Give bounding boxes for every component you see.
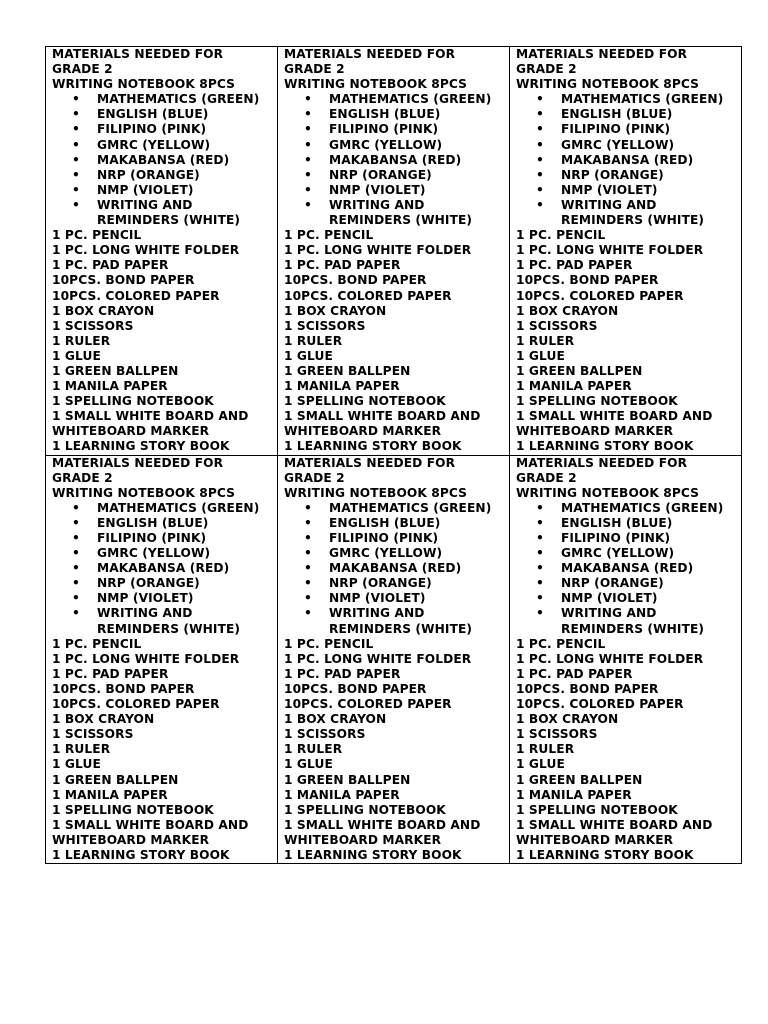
card-heading-line1: MATERIALS NEEDED FOR <box>52 47 224 61</box>
sheet-row <box>46 47 742 456</box>
subject-label: ENGLISH (BLUE) <box>97 515 209 530</box>
notebook-line: WRITING NOTEBOOK 8PCS <box>52 485 236 500</box>
item-pencil: 1 PC. PENCIL <box>52 636 142 651</box>
subject-item <box>284 561 509 576</box>
subject-continuation: REMINDERS (WHITE) <box>329 621 473 636</box>
item-scissors: 1 SCISSORS <box>516 318 598 333</box>
item-spelling-notebook: 1 SPELLING NOTEBOOK <box>52 394 214 409</box>
bullet-icon: • <box>304 546 312 561</box>
bullet-icon: • <box>536 197 544 212</box>
subject-item <box>52 531 277 546</box>
item-scissors: 1 SCISSORS <box>284 318 366 333</box>
subject-item <box>516 516 741 531</box>
materials-card <box>278 47 510 456</box>
subject-label: NMP (VIOLET) <box>329 182 426 197</box>
materials-card <box>510 455 742 864</box>
subject-label: WRITING AND <box>561 606 657 621</box>
bullet-icon: • <box>536 107 544 122</box>
subject-label: NMP (VIOLET) <box>329 591 426 606</box>
subject-item <box>52 516 277 531</box>
item-glue: 1 GLUE <box>516 348 565 363</box>
card-heading-line2: GRADE 2 <box>284 62 345 77</box>
subject-list <box>516 501 741 622</box>
item-colored-paper: 10PCS. COLORED PAPER <box>516 288 684 303</box>
subject-continuation: REMINDERS (WHITE) <box>561 213 705 228</box>
bullet-icon: • <box>72 122 80 137</box>
item-story-book: 1 LEARNING STORY BOOK <box>284 439 462 454</box>
bullet-icon: • <box>304 167 312 182</box>
subject-item <box>516 153 741 168</box>
subject-label: WRITING AND <box>329 606 425 621</box>
subject-label: NMP (VIOLET) <box>561 591 658 606</box>
item-white-board-marker: WHITEBOARD MARKER <box>284 832 442 847</box>
subject-item <box>52 138 277 153</box>
item-white-board: 1 SMALL WHITE BOARD AND <box>516 409 713 424</box>
bullet-icon: • <box>72 107 80 122</box>
card-heading-line1: MATERIALS NEEDED FOR <box>516 455 688 470</box>
item-colored-paper: 10PCS. COLORED PAPER <box>284 288 452 303</box>
subject-item <box>52 576 277 591</box>
subject-list <box>284 92 509 213</box>
subject-item <box>52 122 277 137</box>
item-story-book: 1 LEARNING STORY BOOK <box>52 439 230 454</box>
subject-label: GMRC (YELLOW) <box>561 137 675 152</box>
bullet-icon: • <box>72 576 80 591</box>
bullet-icon: • <box>536 515 544 530</box>
bullet-icon: • <box>72 137 80 152</box>
item-story-book: 1 LEARNING STORY BOOK <box>516 439 694 454</box>
bullet-icon: • <box>72 531 80 545</box>
item-white-board: 1 SMALL WHITE BOARD AND <box>284 409 481 424</box>
subject-continuation: REMINDERS (WHITE) <box>97 213 241 228</box>
subject-continuation: REMINDERS (WHITE) <box>329 213 473 228</box>
subject-item <box>284 531 509 546</box>
bullet-icon: • <box>72 591 80 606</box>
subject-item <box>516 606 741 621</box>
item-colored-paper: 10PCS. COLORED PAPER <box>52 288 220 303</box>
bullet-icon: • <box>536 152 544 167</box>
bullet-icon: • <box>72 515 80 530</box>
bullet-icon: • <box>304 122 312 137</box>
notebook-line: WRITING NOTEBOOK 8PCS <box>284 485 468 500</box>
bullet-icon: • <box>72 92 80 107</box>
bullet-icon: • <box>536 576 544 591</box>
subject-item <box>52 168 277 183</box>
bullet-icon: • <box>72 182 80 197</box>
bullet-icon: • <box>72 167 80 182</box>
subject-item <box>516 92 741 107</box>
item-story-book: 1 LEARNING STORY BOOK <box>284 847 462 862</box>
subject-item <box>516 591 741 606</box>
subject-label: GMRC (YELLOW) <box>329 137 443 152</box>
bullet-icon: • <box>536 137 544 152</box>
item-glue: 1 GLUE <box>52 348 101 363</box>
card-heading-line1: MATERIALS NEEDED FOR <box>284 47 456 61</box>
bullet-icon: • <box>304 197 312 212</box>
sheet-row <box>46 455 742 864</box>
subject-item <box>52 501 277 516</box>
item-pencil: 1 PC. PENCIL <box>284 636 374 651</box>
item-glue: 1 GLUE <box>284 757 333 772</box>
item-bond-paper: 10PCS. BOND PAPER <box>284 681 427 696</box>
item-spelling-notebook: 1 SPELLING NOTEBOOK <box>284 394 446 409</box>
card-heading-line2: GRADE 2 <box>284 470 345 485</box>
item-pad-paper: 1 PC. PAD PAPER <box>284 666 401 681</box>
subject-label: MAKABANSA (RED) <box>561 152 694 167</box>
subject-label: NRP (ORANGE) <box>97 167 200 182</box>
subject-label: GMRC (YELLOW) <box>97 546 211 561</box>
item-ballpen: 1 GREEN BALLPEN <box>284 772 411 787</box>
subject-label: FILIPINO (PINK) <box>561 531 671 545</box>
item-ballpen: 1 GREEN BALLPEN <box>52 363 179 378</box>
item-glue: 1 GLUE <box>52 757 101 772</box>
item-pad-paper: 1 PC. PAD PAPER <box>284 258 401 273</box>
item-pencil: 1 PC. PENCIL <box>52 228 142 243</box>
bullet-icon: • <box>536 531 544 545</box>
subject-item <box>52 183 277 198</box>
subject-item <box>284 501 509 516</box>
item-bond-paper: 10PCS. BOND PAPER <box>52 273 195 288</box>
item-ruler: 1 RULER <box>516 333 575 348</box>
subject-item <box>52 153 277 168</box>
subject-item <box>516 138 741 153</box>
item-story-book: 1 LEARNING STORY BOOK <box>516 847 694 862</box>
bullet-icon: • <box>536 500 544 515</box>
item-colored-paper: 10PCS. COLORED PAPER <box>52 697 220 712</box>
item-spelling-notebook: 1 SPELLING NOTEBOOK <box>516 802 678 817</box>
notebook-line: WRITING NOTEBOOK 8PCS <box>516 485 700 500</box>
item-crayon: 1 BOX CRAYON <box>52 712 155 727</box>
subject-label: MATHEMATICS (GREEN) <box>329 92 492 107</box>
item-colored-paper: 10PCS. COLORED PAPER <box>284 697 452 712</box>
item-scissors: 1 SCISSORS <box>52 727 134 742</box>
bullet-icon: • <box>536 546 544 561</box>
subject-item <box>52 92 277 107</box>
bullet-icon: • <box>304 92 312 107</box>
subject-label: MATHEMATICS (GREEN) <box>97 500 260 515</box>
bullet-icon: • <box>72 546 80 561</box>
subject-list <box>52 92 277 213</box>
item-white-board-marker: WHITEBOARD MARKER <box>284 424 442 439</box>
item-pencil: 1 PC. PENCIL <box>516 636 606 651</box>
item-folder: 1 PC. LONG WHITE FOLDER <box>284 651 472 666</box>
subject-item <box>516 198 741 213</box>
item-manila-paper: 1 MANILA PAPER <box>516 379 632 394</box>
subject-label: FILIPINO (PINK) <box>97 122 207 137</box>
bullet-icon: • <box>536 561 544 576</box>
subject-label: GMRC (YELLOW) <box>561 546 675 561</box>
item-bond-paper: 10PCS. BOND PAPER <box>516 681 659 696</box>
item-scissors: 1 SCISSORS <box>284 727 366 742</box>
item-pad-paper: 1 PC. PAD PAPER <box>52 666 169 681</box>
subject-list <box>284 501 509 622</box>
card-heading-line2: GRADE 2 <box>516 62 577 77</box>
item-white-board: 1 SMALL WHITE BOARD AND <box>52 817 249 832</box>
card-heading-line2: GRADE 2 <box>52 62 113 77</box>
subject-label: ENGLISH (BLUE) <box>561 107 673 122</box>
subject-item <box>284 198 509 213</box>
subject-item <box>284 606 509 621</box>
subject-item <box>284 576 509 591</box>
subject-label: MAKABANSA (RED) <box>329 152 462 167</box>
item-folder: 1 PC. LONG WHITE FOLDER <box>516 651 704 666</box>
subject-item <box>284 546 509 561</box>
subject-label: ENGLISH (BLUE) <box>97 107 209 122</box>
subject-label: MATHEMATICS (GREEN) <box>561 92 724 107</box>
item-pad-paper: 1 PC. PAD PAPER <box>516 666 633 681</box>
card-heading-line2: GRADE 2 <box>52 470 113 485</box>
item-folder: 1 PC. LONG WHITE FOLDER <box>516 243 704 258</box>
bullet-icon: • <box>304 561 312 576</box>
subject-list <box>516 92 741 213</box>
item-ruler: 1 RULER <box>52 742 111 757</box>
item-pad-paper: 1 PC. PAD PAPER <box>52 258 169 273</box>
bullet-icon: • <box>536 92 544 107</box>
item-crayon: 1 BOX CRAYON <box>52 303 155 318</box>
bullet-icon: • <box>304 500 312 515</box>
item-spelling-notebook: 1 SPELLING NOTEBOOK <box>284 802 446 817</box>
bullet-icon: • <box>536 122 544 137</box>
item-glue: 1 GLUE <box>284 348 333 363</box>
item-white-board: 1 SMALL WHITE BOARD AND <box>52 409 249 424</box>
bullet-icon: • <box>72 500 80 515</box>
bullet-icon: • <box>304 576 312 591</box>
item-manila-paper: 1 MANILA PAPER <box>284 379 400 394</box>
subject-list <box>52 501 277 622</box>
subject-item <box>52 606 277 621</box>
card-heading-line1: MATERIALS NEEDED FOR <box>52 455 224 470</box>
notebook-line: WRITING NOTEBOOK 8PCS <box>284 77 468 92</box>
subject-label: MAKABANSA (RED) <box>329 561 462 576</box>
item-glue: 1 GLUE <box>516 757 565 772</box>
subject-label: MAKABANSA (RED) <box>561 561 694 576</box>
item-pencil: 1 PC. PENCIL <box>516 228 606 243</box>
item-white-board-marker: WHITEBOARD MARKER <box>516 424 674 439</box>
bullet-icon: • <box>72 561 80 576</box>
subject-item <box>284 92 509 107</box>
item-spelling-notebook: 1 SPELLING NOTEBOOK <box>52 802 214 817</box>
subject-item <box>516 561 741 576</box>
subject-item <box>516 168 741 183</box>
card-heading-line1: MATERIALS NEEDED FOR <box>284 455 456 470</box>
subject-label: NRP (ORANGE) <box>561 576 664 591</box>
bullet-icon: • <box>304 152 312 167</box>
subject-item <box>284 107 509 122</box>
subject-label: WRITING AND <box>97 606 193 621</box>
subject-item <box>516 531 741 546</box>
subject-item <box>516 183 741 198</box>
materials-card <box>510 47 742 456</box>
card-heading-line1: MATERIALS NEEDED FOR <box>516 47 688 61</box>
subject-label: WRITING AND <box>97 197 193 212</box>
subject-label: NRP (ORANGE) <box>329 167 432 182</box>
item-story-book: 1 LEARNING STORY BOOK <box>52 847 230 862</box>
item-white-board-marker: WHITEBOARD MARKER <box>52 424 210 439</box>
item-ruler: 1 RULER <box>284 742 343 757</box>
item-manila-paper: 1 MANILA PAPER <box>284 787 400 802</box>
materials-card <box>278 455 510 864</box>
item-white-board: 1 SMALL WHITE BOARD AND <box>516 817 713 832</box>
subject-label: NRP (ORANGE) <box>329 576 432 591</box>
subject-label: MAKABANSA (RED) <box>97 561 230 576</box>
item-folder: 1 PC. LONG WHITE FOLDER <box>52 243 240 258</box>
bullet-icon: • <box>72 152 80 167</box>
subject-item <box>284 183 509 198</box>
subject-label: MAKABANSA (RED) <box>97 152 230 167</box>
item-folder: 1 PC. LONG WHITE FOLDER <box>284 243 472 258</box>
bullet-icon: • <box>304 137 312 152</box>
item-spelling-notebook: 1 SPELLING NOTEBOOK <box>516 394 678 409</box>
item-crayon: 1 BOX CRAYON <box>284 712 387 727</box>
item-pencil: 1 PC. PENCIL <box>284 228 374 243</box>
subject-item <box>52 107 277 122</box>
subject-label: FILIPINO (PINK) <box>329 122 439 137</box>
item-crayon: 1 BOX CRAYON <box>516 712 619 727</box>
item-ruler: 1 RULER <box>52 333 111 348</box>
bullet-icon: • <box>72 606 80 621</box>
bullet-icon: • <box>304 182 312 197</box>
subject-item <box>284 138 509 153</box>
subject-label: WRITING AND <box>329 197 425 212</box>
subject-item <box>52 591 277 606</box>
bullet-icon: • <box>304 531 312 545</box>
item-ballpen: 1 GREEN BALLPEN <box>516 363 643 378</box>
bullet-icon: • <box>304 107 312 122</box>
item-bond-paper: 10PCS. BOND PAPER <box>516 273 659 288</box>
subject-item <box>516 576 741 591</box>
subject-item <box>284 168 509 183</box>
item-scissors: 1 SCISSORS <box>52 318 134 333</box>
subject-label: ENGLISH (BLUE) <box>329 107 441 122</box>
subject-label: MATHEMATICS (GREEN) <box>561 500 724 515</box>
item-pad-paper: 1 PC. PAD PAPER <box>516 258 633 273</box>
bullet-icon: • <box>536 182 544 197</box>
item-bond-paper: 10PCS. BOND PAPER <box>284 273 427 288</box>
materials-sheet <box>45 46 742 864</box>
item-white-board-marker: WHITEBOARD MARKER <box>52 832 210 847</box>
subject-item <box>516 122 741 137</box>
subject-item <box>284 122 509 137</box>
subject-label: FILIPINO (PINK) <box>561 122 671 137</box>
subject-item <box>284 153 509 168</box>
item-folder: 1 PC. LONG WHITE FOLDER <box>52 651 240 666</box>
item-bond-paper: 10PCS. BOND PAPER <box>52 681 195 696</box>
materials-card <box>46 47 278 456</box>
item-white-board-marker: WHITEBOARD MARKER <box>516 832 674 847</box>
item-manila-paper: 1 MANILA PAPER <box>516 787 632 802</box>
bullet-icon: • <box>304 515 312 530</box>
subject-item <box>284 591 509 606</box>
item-scissors: 1 SCISSORS <box>516 727 598 742</box>
subject-label: NMP (VIOLET) <box>97 182 194 197</box>
notebook-line: WRITING NOTEBOOK 8PCS <box>516 77 700 92</box>
subject-item <box>516 546 741 561</box>
subject-label: GMRC (YELLOW) <box>97 137 211 152</box>
subject-continuation: REMINDERS (WHITE) <box>561 621 705 636</box>
subject-label: NMP (VIOLET) <box>97 591 194 606</box>
notebook-line: WRITING NOTEBOOK 8PCS <box>52 77 236 92</box>
item-colored-paper: 10PCS. COLORED PAPER <box>516 697 684 712</box>
item-crayon: 1 BOX CRAYON <box>516 303 619 318</box>
bullet-icon: • <box>536 606 544 621</box>
subject-continuation: REMINDERS (WHITE) <box>97 621 241 636</box>
subject-label: GMRC (YELLOW) <box>329 546 443 561</box>
item-ballpen: 1 GREEN BALLPEN <box>284 363 411 378</box>
card-heading-line2: GRADE 2 <box>516 470 577 485</box>
item-ballpen: 1 GREEN BALLPEN <box>516 772 643 787</box>
item-manila-paper: 1 MANILA PAPER <box>52 787 168 802</box>
bullet-icon: • <box>72 197 80 212</box>
subject-item <box>52 546 277 561</box>
item-manila-paper: 1 MANILA PAPER <box>52 379 168 394</box>
subject-label: FILIPINO (PINK) <box>97 531 207 545</box>
subject-item <box>52 561 277 576</box>
item-ruler: 1 RULER <box>516 742 575 757</box>
subject-label: FILIPINO (PINK) <box>329 531 439 545</box>
subject-label: NRP (ORANGE) <box>561 167 664 182</box>
item-crayon: 1 BOX CRAYON <box>284 303 387 318</box>
item-white-board: 1 SMALL WHITE BOARD AND <box>284 817 481 832</box>
item-ruler: 1 RULER <box>284 333 343 348</box>
subject-label: MATHEMATICS (GREEN) <box>329 500 492 515</box>
subject-label: ENGLISH (BLUE) <box>329 515 441 530</box>
subject-label: WRITING AND <box>561 197 657 212</box>
bullet-icon: • <box>536 591 544 606</box>
subject-item <box>284 516 509 531</box>
subject-label: ENGLISH (BLUE) <box>561 515 673 530</box>
subject-item <box>52 198 277 213</box>
subject-item <box>516 501 741 516</box>
item-ballpen: 1 GREEN BALLPEN <box>52 772 179 787</box>
subject-item <box>516 107 741 122</box>
bullet-icon: • <box>304 591 312 606</box>
subject-label: NMP (VIOLET) <box>561 182 658 197</box>
bullet-icon: • <box>304 606 312 621</box>
bullet-icon: • <box>536 167 544 182</box>
subject-label: MATHEMATICS (GREEN) <box>97 92 260 107</box>
subject-label: NRP (ORANGE) <box>97 576 200 591</box>
materials-card <box>46 455 278 864</box>
